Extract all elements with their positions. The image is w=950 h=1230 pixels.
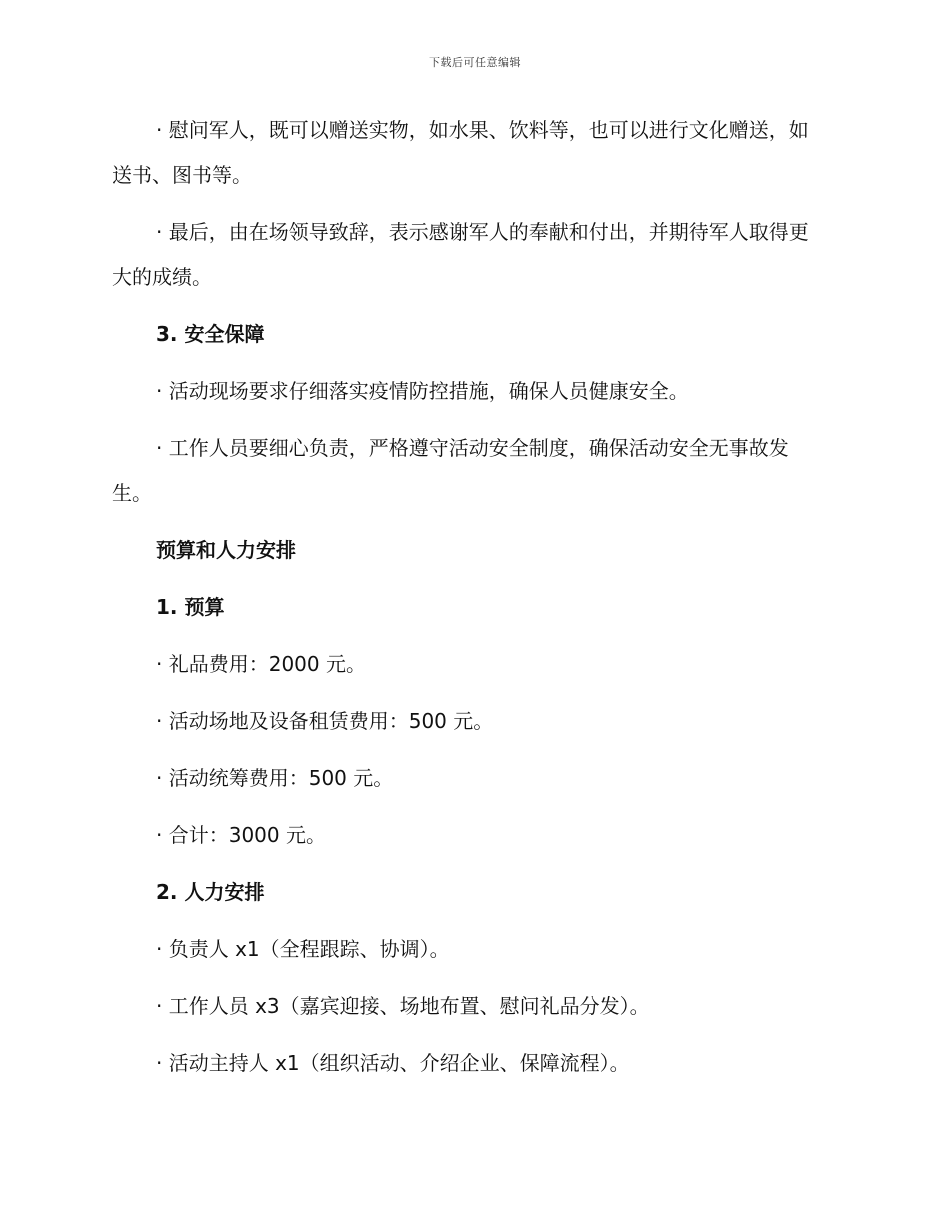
staff-item-lead: · 负责人 x1（全程跟踪、协调）。 bbox=[156, 937, 450, 961]
heading-budget: 1. 预算 bbox=[156, 595, 225, 619]
paragraph-leader-speech: · 最后，由在场领导致辞，表示感谢军人的奉献和付出，并期待军人取得更大的成绩。 bbox=[112, 220, 809, 289]
budget-item-coordination: · 活动统筹费用：500 元。 bbox=[156, 766, 394, 790]
staff-item-workers: · 工作人员 x3（嘉宾迎接、场地布置、慰问礼品分发）。 bbox=[156, 994, 650, 1018]
paragraph-epidemic-control: · 活动现场要求仔细落实疫情防控措施，确保人员健康安全。 bbox=[156, 379, 689, 403]
staff-item-host: · 活动主持人 x1（组织活动、介绍企业、保障流程）。 bbox=[156, 1051, 630, 1075]
budget-item-venue: · 活动场地及设备租赁费用：500 元。 bbox=[156, 709, 494, 733]
heading-safety: 3. 安全保障 bbox=[156, 322, 265, 346]
budget-total: · 合计：3000 元。 bbox=[156, 823, 326, 847]
page-header: 下载后可任意编辑 bbox=[429, 56, 521, 69]
paragraph-gift-soldiers: · 慰问军人，既可以赠送实物，如水果、饮料等，也可以进行文化赠送，如送书、图书等。 bbox=[112, 118, 809, 187]
heading-staffing: 2. 人力安排 bbox=[156, 880, 265, 904]
document-body bbox=[112, 108, 824, 1098]
paragraph-staff-safety: · 工作人员要细心负责，严格遵守活动安全制度，确保活动安全无事故发生。 bbox=[112, 436, 789, 505]
heading-budget-and-staff: 预算和人力安排 bbox=[156, 538, 296, 562]
budget-item-gifts: · 礼品费用：2000 元。 bbox=[156, 652, 366, 676]
